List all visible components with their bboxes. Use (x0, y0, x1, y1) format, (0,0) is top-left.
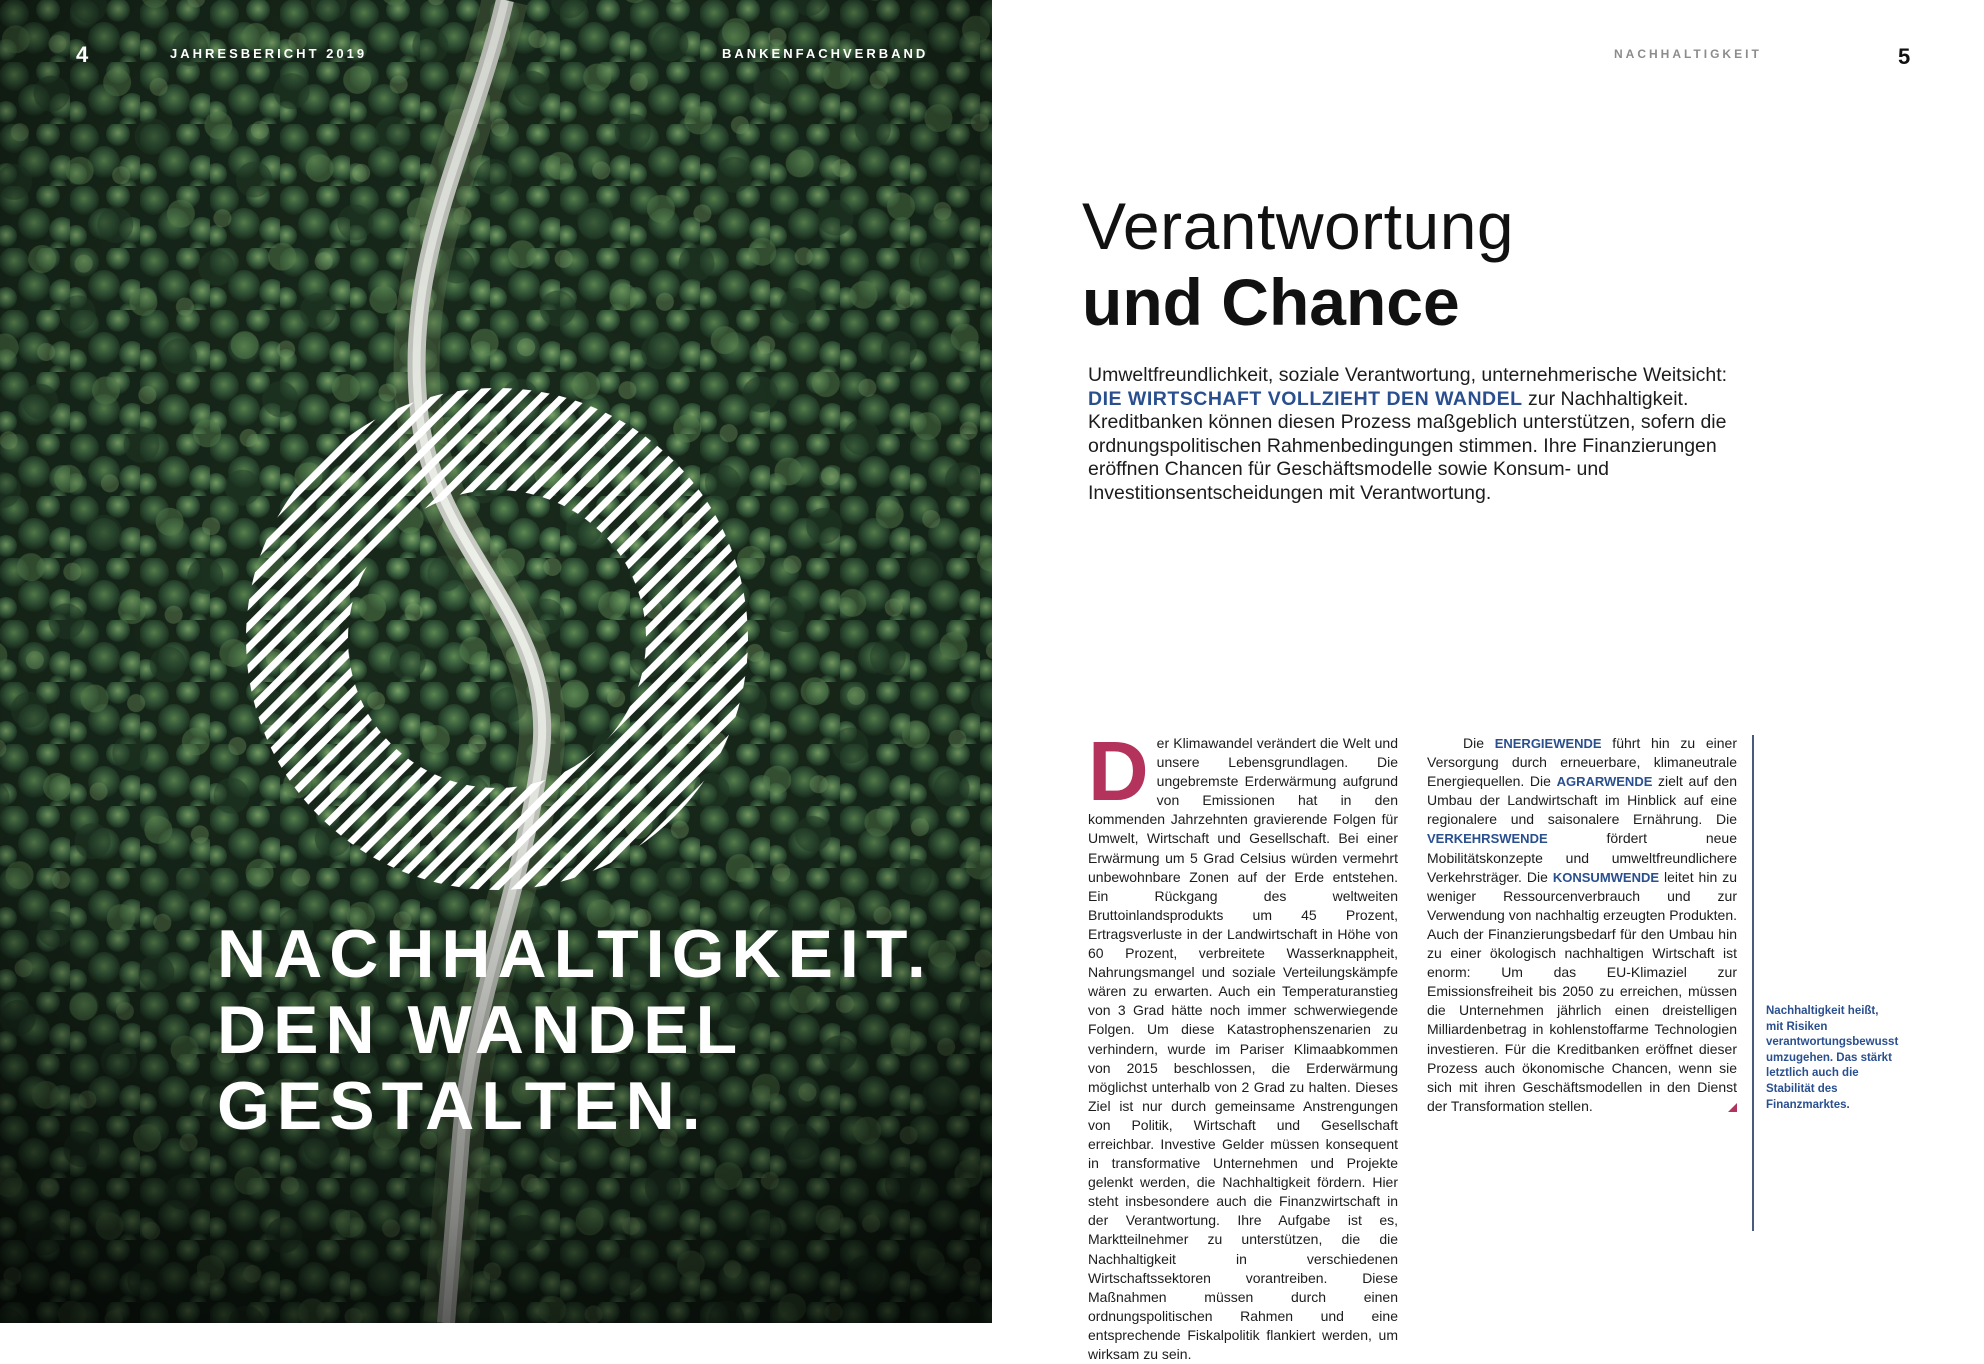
body-paragraph-2-text-c: zielt auf den Umbau der Landwirtschaft im Hinblick auf eine regionalere und saisonalere Ernährung. Die (1427, 773, 1737, 828)
right-page (992, 0, 1984, 1362)
lead-text-before: Umweltfreundlichkeit, soziale Verantwortung, unternehmerische Weitsicht: (1088, 364, 1728, 386)
keyword-verkehrswende: VERKEHRSWENDE (1427, 831, 1548, 847)
page-number-left: 4 (76, 42, 89, 67)
body-paragraph-2-text-e: leitet hin zu weniger Ressourcenverbrauch und zur Verwendung von nachhaltig erzeugten Produkten. Auch der Finanzierungsbedarf für den Umbau hin zu einer ökologisch nachhaltigen Wirtschaft ist enorm: Um das EU-Klimaziel zur Emissionsfreiheit bis 2050 zu erreichen, müssen die Unternehmen jährlich einen dreistelligen Milliardenbetrag in kohlenstoffarme Technologien investieren. Für die Kreditbanken eröffnet dieser Prozess auch ökonomische Chancen, wenn sie sich mit ihren Geschäftsmodellen in den Dienst der Transformation stellen. (1427, 868, 1737, 1114)
lead-highlight: DIE WIRTSCHAFT VOLLZIEHT DEN WANDEL (1088, 387, 1523, 410)
headline-line-2: DEN WANDEL (217, 992, 745, 1068)
organization-name: BANKENFACHVERBAND (722, 46, 929, 61)
body-paragraph-2-text-d: fördert neue Mobilitätskonzepte und umweltfreundlichere Verkehrsträger. Die (1427, 830, 1737, 885)
headline (217, 916, 977, 1144)
body-paragraph-2-text-b: führt hin zu einer Versorgung durch erneuerbare, klimaneutrale Energiequellen. Die (1427, 735, 1737, 790)
article-title-bold: und Chance (1082, 265, 1460, 339)
keyword-konsumwende: KONSUMWENDE (1552, 869, 1660, 885)
keyword-energiewende: ENERGIEWENDE (1494, 736, 1602, 751)
keyword-agrarwende: AGRARWENDE (1556, 774, 1653, 790)
page-number-right: 5 (1898, 44, 1911, 69)
body-column-1 (1088, 724, 1398, 1364)
headline-line-3: GESTALTEN. (217, 1068, 708, 1144)
section-label: NACHHALTIGKEIT (1614, 47, 1762, 61)
lead-text-after: zur Nachhaltigkeit. Kreditbanken können diesen Prozess maßgeblich unterstützen, sofern die ordnungspolitischen Rahmenbedingungen stimmen. Ihre Finanzierungen eröffnen Chancen für Geschäftsmodelle sowie Konsum- und Investitionsentscheidungen mit Verantwortung. (1088, 387, 1727, 504)
lead-paragraph (1088, 364, 1728, 505)
headline-line-1: NACHHALTIGKEIT. (217, 916, 933, 992)
body-paragraph-2 (1427, 734, 1737, 1116)
article-title-light: Verantwortung (1082, 189, 1515, 263)
body-paragraph-1-text: er Klimawandel verändert die Welt und unsere Lebensgrundlagen. Die ungebremste Erderwärmung aufgrund von Emissionen hat in den kommenden Jahrzehnten gravierende Folgen für Umwelt, Wirtschaft und Gesellschaft. Bei einer Erwärmung um 5 Grad Celsius würden vermehrt unbewohnbare Zonen auf der Erde entstehen. Ein Rückgang des weltweiten Bruttoinlandsprodukts um 45 Prozent, Ertragsverluste in der Landwirtschaft in Höhe von 60 Prozent, verbreitete Wasserknappheit, Nahrungsmangel und soziale Verteilungskämpfe wären zu erwarten. Auch ein Temperaturanstieg von 3 Grad hätte noch immer schwerwiegende Folgen. Um diese Katastrophenszenarien zu verhindern, wurde im Pariser Klimaabkommen von 2015 beschlossen, die Erderwärmung möglichst unterhalb von 2 Grad zu halten. Dieses Ziel ist nur durch gemeinsame Anstrengungen von Politik, Wirtschaft und Gesellschaft erreichbar. Investive Gelder müssen konsequent in transformative Unternehmen und Projekte gelenkt werden, die Nachhaltigkeit fördern. Hier steht insbesondere auch die Finanzwirtschaft in der Verantwortung. Ihre Aufgabe ist es, Marktteilnehmer zu unterstützen, die die Nachhaltigkeit in verschiedenen Wirtschaftssektoren vorantreiben. Diese Maßnahmen müssen durch einen ordnungspolitischen Rahmen und eine entsprechende Fiskalpolitik flankiert werden, um wirksam zu sein. (1088, 735, 1398, 1362)
margin-rule (1752, 735, 1754, 1231)
margin-note: Nachhaltigkeit heißt, mit Risiken verantwortungsbewusst umzugehen. Das stärkt letztlich auch die Stabilität des Finanzmarktes. (1766, 1005, 1899, 1111)
body-paragraph-1 (1088, 724, 1398, 1364)
drop-cap: D (1088, 724, 1149, 818)
report-title: JAHRESBERICHT 2019 (170, 46, 368, 61)
end-of-article-icon (1728, 1103, 1737, 1112)
body-paragraph-2-text-a: Die (1463, 735, 1495, 751)
body-column-2 (1427, 734, 1737, 1116)
left-page (0, 0, 992, 1323)
